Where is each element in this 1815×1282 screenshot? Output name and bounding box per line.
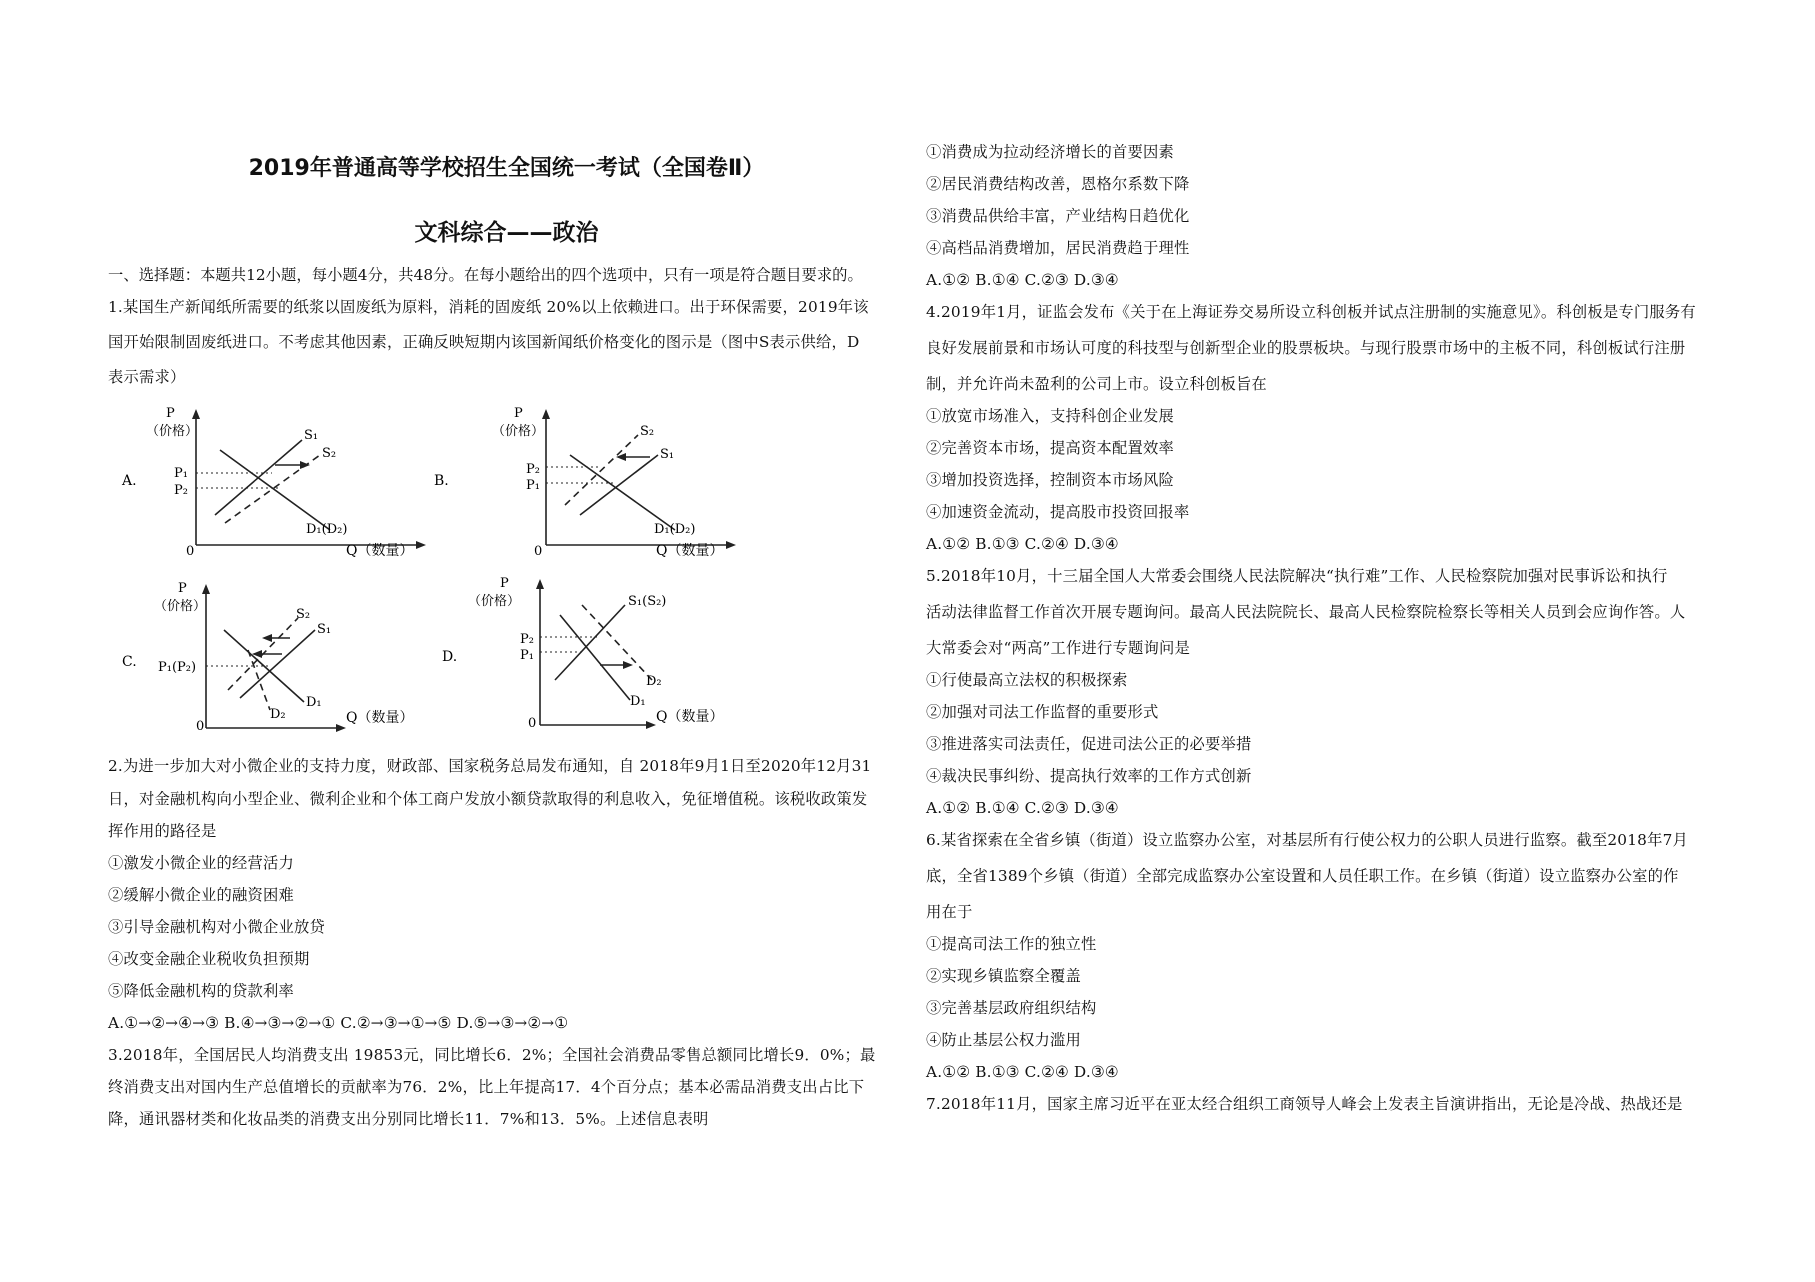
question-5-option: ④裁决民事纠纷、提高执行效率的工作方式创新 — [926, 767, 1252, 785]
graph-c-label: D₁ — [306, 695, 322, 710]
question-4-answers: A.①② B.①③ C.②④ D.③④ — [926, 535, 1119, 553]
question-5-line: 大常委会对“两高”工作进行专题询问是 — [926, 639, 1190, 657]
graph-d-supply — [555, 605, 625, 680]
graph-a-p-unit: （价格） — [146, 424, 199, 439]
graph-b-demand — [570, 455, 675, 530]
question-6-option: ②实现乡镇监察全覆盖 — [926, 967, 1081, 985]
graph-b-supply-2 — [565, 435, 638, 505]
question-5-line: 5.2018年10月，十三届全国人大常委会围绕人民法院解决“执行难”工作、人民检察院加强对民事诉讼和执行 — [926, 567, 1668, 585]
graph-option-c — [120, 580, 440, 735]
question-2-line: 2.为进一步加大对小微企业的支持力度，财政部、国家税务总局发布通知，自 2018年9月1日至2020年12月31 — [108, 757, 872, 775]
question-3-option: ④高档品消费增加，居民消费趋于理性 — [926, 239, 1190, 257]
question-3-line: 降，通讯器材类和化妆品类的消费支出分别同比增长11．7%和13．5%。上述信息表明 — [108, 1110, 709, 1128]
question-2-option: ③引导金融机构对小微企业放贷 — [108, 918, 325, 936]
question-5-option: ③推进落实司法责任，促进司法公正的必要举措 — [926, 735, 1252, 753]
graph-c-label: P₁(P₂) — [158, 660, 197, 675]
graph-c-supply-1 — [240, 630, 315, 698]
graph-c-p-label: P — [178, 581, 187, 596]
graph-a-label: D₁(D₂) — [306, 522, 348, 537]
question-4-option: ④加速资金流动，提高股市投资回报率 — [926, 503, 1190, 521]
graph-c-label: S₁ — [317, 622, 332, 637]
section-instruction: 一、选择题：本题共12小题，每小题4分，共48分。在每小题给出的四个选项中，只有一项是符合题目要求的。 — [108, 266, 863, 284]
graph-a-label: P₁ — [174, 466, 188, 481]
question-3-option: ①消费成为拉动经济增长的首要因素 — [926, 143, 1174, 161]
graph-b-label: P₂ — [526, 462, 540, 477]
graph-d-label: S₁(S₂) — [628, 594, 667, 609]
question-6-line: 底，全省1389个乡镇（街道）全部完成监察办公室设置和人员任职工作。在乡镇（街道）设立监察办公室的作 — [926, 867, 1679, 885]
question-1-line: 表示需求） — [108, 368, 186, 386]
graph-a-origin: 0 — [186, 544, 195, 559]
question-1-line: 国开始限制固废纸进口。不考虑其他因素，正确反映短期内该国新闻纸价格变化的图示是（图中S表示供给，D — [108, 333, 860, 351]
question-5-line: 活动法律监督工作首次开展专题询问。最高人民法院院长、最高人民检察院检察长等相关人员到会应询作答。人 — [926, 603, 1686, 621]
question-2-line: 日，对金融机构向小型企业、微利企业和个体工商户发放小额贷款取得的利息收入，免征增值税。该税收政策发 — [108, 790, 868, 808]
question-6-answers: A.①② B.①③ C.②④ D.③④ — [926, 1063, 1119, 1081]
question-2-option: ②缓解小微企业的融资困难 — [108, 886, 294, 904]
question-2-answers: A.①→②→④→③ B.④→③→②→① C.②→③→①→⑤ D.⑤→③→②→① — [108, 1014, 569, 1032]
graph-b-label: P₁ — [526, 478, 540, 493]
question-4-line: 良好发展前景和市场认可度的科技型与创新型企业的股票板块。与现行股票市场中的主板不同，科创板试行注册 — [926, 339, 1686, 357]
graph-b-origin: 0 — [534, 544, 543, 559]
question-5-option: ②加强对司法工作监督的重要形式 — [926, 703, 1159, 721]
graph-c-origin: 0 — [196, 719, 205, 734]
graph-option-b — [430, 405, 750, 560]
question-5-option: ①行使最高立法权的积极探索 — [926, 671, 1128, 689]
graph-d-demand-2 — [582, 605, 652, 680]
graph-d-label: P₁ — [520, 648, 534, 663]
question-3-answers: A.①② B.①④ C.②③ D.③④ — [926, 271, 1119, 289]
graph-c-option-label: C. — [122, 654, 137, 670]
graph-d-q-label: Q（数量） — [656, 709, 724, 725]
graph-c-label: D₂ — [270, 707, 286, 722]
question-3-option: ②居民消费结构改善，恩格尔系数下降 — [926, 175, 1190, 193]
graph-a-label: S₂ — [322, 446, 337, 461]
graph-a-q-label: Q（数量） — [346, 543, 414, 559]
question-2-option: ①激发小微企业的经营活力 — [108, 854, 294, 872]
question-6-line: 6.某省探索在全省乡镇（街道）设立监察办公室，对基层所有行使公权力的公职人员进行监察。截至2018年7月 — [926, 831, 1689, 849]
graph-a-option-label: A. — [122, 473, 137, 489]
question-5-answers: A.①② B.①④ C.②③ D.③④ — [926, 799, 1119, 817]
question-1-line: 1.某国生产新闻纸所需要的纸浆以固废纸为原料，消耗的固废纸 20%以上依赖进口。出于环保需要，2019年该 — [108, 298, 869, 316]
question-6-option: ①提高司法工作的独立性 — [926, 935, 1097, 953]
graph-option-a — [120, 405, 440, 560]
question-6-option: ③完善基层政府组织结构 — [926, 999, 1097, 1017]
graph-a-p-label: P — [166, 406, 175, 421]
graph-b-q-label: Q（数量） — [656, 543, 724, 559]
question-3-option: ③消费品供给丰富，产业结构日趋优化 — [926, 207, 1190, 225]
graph-d-p-label: P — [500, 576, 509, 591]
question-4-option: ①放宽市场准入，支持科创企业发展 — [926, 407, 1174, 425]
graph-a-label: P₂ — [174, 483, 188, 498]
graph-b-p-label: P — [514, 406, 523, 421]
question-6-option: ④防止基层公权力滥用 — [926, 1031, 1081, 1049]
graph-b-p-unit: （价格） — [492, 424, 545, 439]
question-2-option: ⑤降低金融机构的贷款利率 — [108, 982, 294, 1000]
graph-c-q-label: Q（数量） — [346, 710, 414, 726]
graph-d-label: P₂ — [520, 632, 534, 647]
graph-b-label: S₁ — [660, 447, 675, 462]
question-4-option: ②完善资本市场，提高资本配置效率 — [926, 439, 1174, 457]
question-6-line: 用在于 — [926, 903, 973, 921]
graph-b-label: S₂ — [640, 424, 655, 439]
graph-option-d — [430, 575, 750, 730]
graph-b-option-label: B. — [434, 473, 449, 489]
exam-subtitle: 文科综合——政治 — [414, 220, 599, 246]
graph-b-label: D₁(D₂) — [654, 522, 696, 537]
graph-d-label: D₂ — [646, 674, 662, 689]
graph-d-option-label: D. — [442, 649, 458, 665]
exam-title: 2019年普通高等学校招生全国统一考试（全国卷Ⅱ） — [248, 156, 765, 181]
graph-d-label: D₁ — [630, 694, 646, 709]
graph-d-demand-1 — [560, 615, 630, 700]
graph-b-supply-1 — [580, 455, 658, 515]
graph-c-p-unit: （价格） — [154, 599, 207, 614]
question-3-line: 终消费支出对国内生产总值增长的贡献率为76．2%，比上年提高17．4个百分点；基本必需品消费支出占比下 — [108, 1078, 865, 1096]
question-4-option: ③增加投资选择，控制资本市场风险 — [926, 471, 1174, 489]
graph-a-demand — [220, 450, 330, 530]
question-2-option: ④改变金融企业税收负担预期 — [108, 950, 310, 968]
question-4-line: 4.2019年1月，证监会发布《关于在上海证券交易所设立科创板并试点注册制的实施意见》。科创板是专门服务有 — [926, 303, 1696, 321]
question-7-line: 7.2018年11月，国家主席习近平在亚太经合组织工商领导人峰会上发表主旨演讲指出，无论是冷战、热战还是 — [926, 1095, 1683, 1113]
graph-c-label: S₂ — [296, 607, 311, 622]
question-4-line: 制，并允许尚未盈利的公司上市。设立科创板旨在 — [926, 375, 1267, 393]
graph-d-p-unit: （价格） — [468, 594, 521, 609]
question-3-line: 3.2018年，全国居民人均消费支出 19853元，同比增长6．2%；全国社会消费品零售总额同比增长9．0%；最 — [108, 1046, 876, 1064]
question-2-line: 挥作用的路径是 — [108, 822, 217, 840]
graph-a-label: S₁ — [304, 428, 319, 443]
graph-d-origin: 0 — [528, 716, 537, 730]
